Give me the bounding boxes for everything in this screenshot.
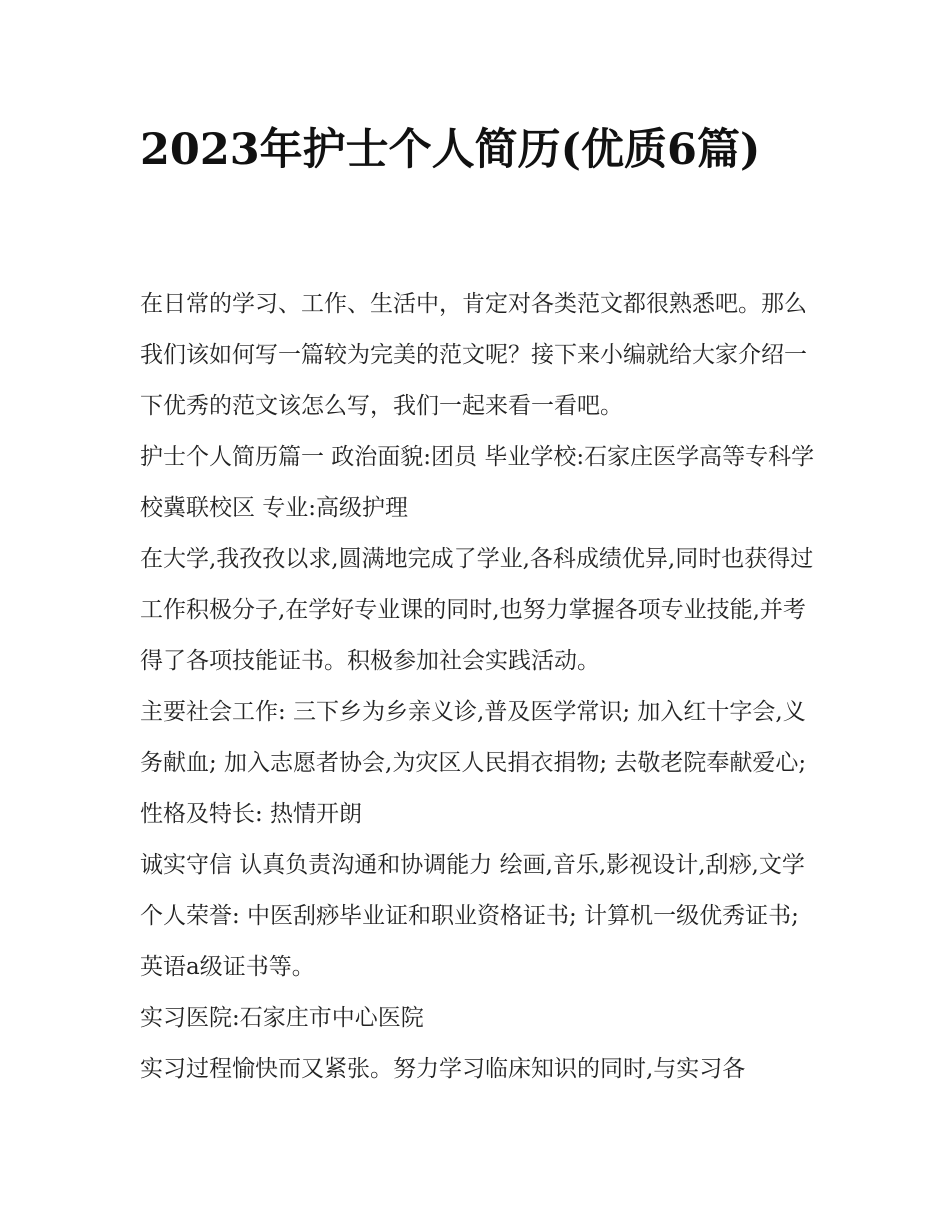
paragraph-intro: 在日常的学习、工作、生活中，肯定对各类范文都很熟悉吧。那么我们该如何写一篇较为完美的范文呢？接下来小编就给大家介绍一下优秀的范文该怎么写，我们一起来看一看吧。 xyxy=(140,291,807,419)
paragraph-internship-hospital: 实习医院:石家庄市中心医院 xyxy=(140,1005,424,1031)
paragraph-university: 在大学,我孜孜以求,圆满地完成了学业,各科成绩优异,同时也获得过工作积极分子,在学好专业课的同时,也努力掌握各项专业技能,并考得了各项技能证书。积极参加社会实践活动。 xyxy=(140,546,814,674)
paragraph-skills-honors: 诚实守信 认真负责沟通和协调能力 绘画,音乐,影视设计,刮痧,文学 个人荣誉: 中医刮痧毕业证和职业资格证书; 计算机一级优秀证书; 英语a级证书等。 xyxy=(140,852,805,980)
document-title: 2023年护士个人简历(优质6篇) xyxy=(140,125,761,175)
document-body xyxy=(140,279,820,1095)
paragraph-resume-basic-info: 护士个人简历篇一 政治面貌:团员 毕业学校:石家庄医学高等专科学校冀联校区 专业:高级护理 xyxy=(140,444,815,521)
paragraph-social-work: 主要社会工作: 三下乡为乡亲义诊,普及医学常识; 加入红十字会,义务献血; 加入志愿者协会,为灾区人民捐衣捐物; 去敬老院奉献爱心; 性格及特长: 热情开朗 xyxy=(140,699,807,827)
paragraph-internship-process: 实习过程愉快而又紧张。努力学习临床知识的同时,与实习各 xyxy=(140,1056,746,1082)
